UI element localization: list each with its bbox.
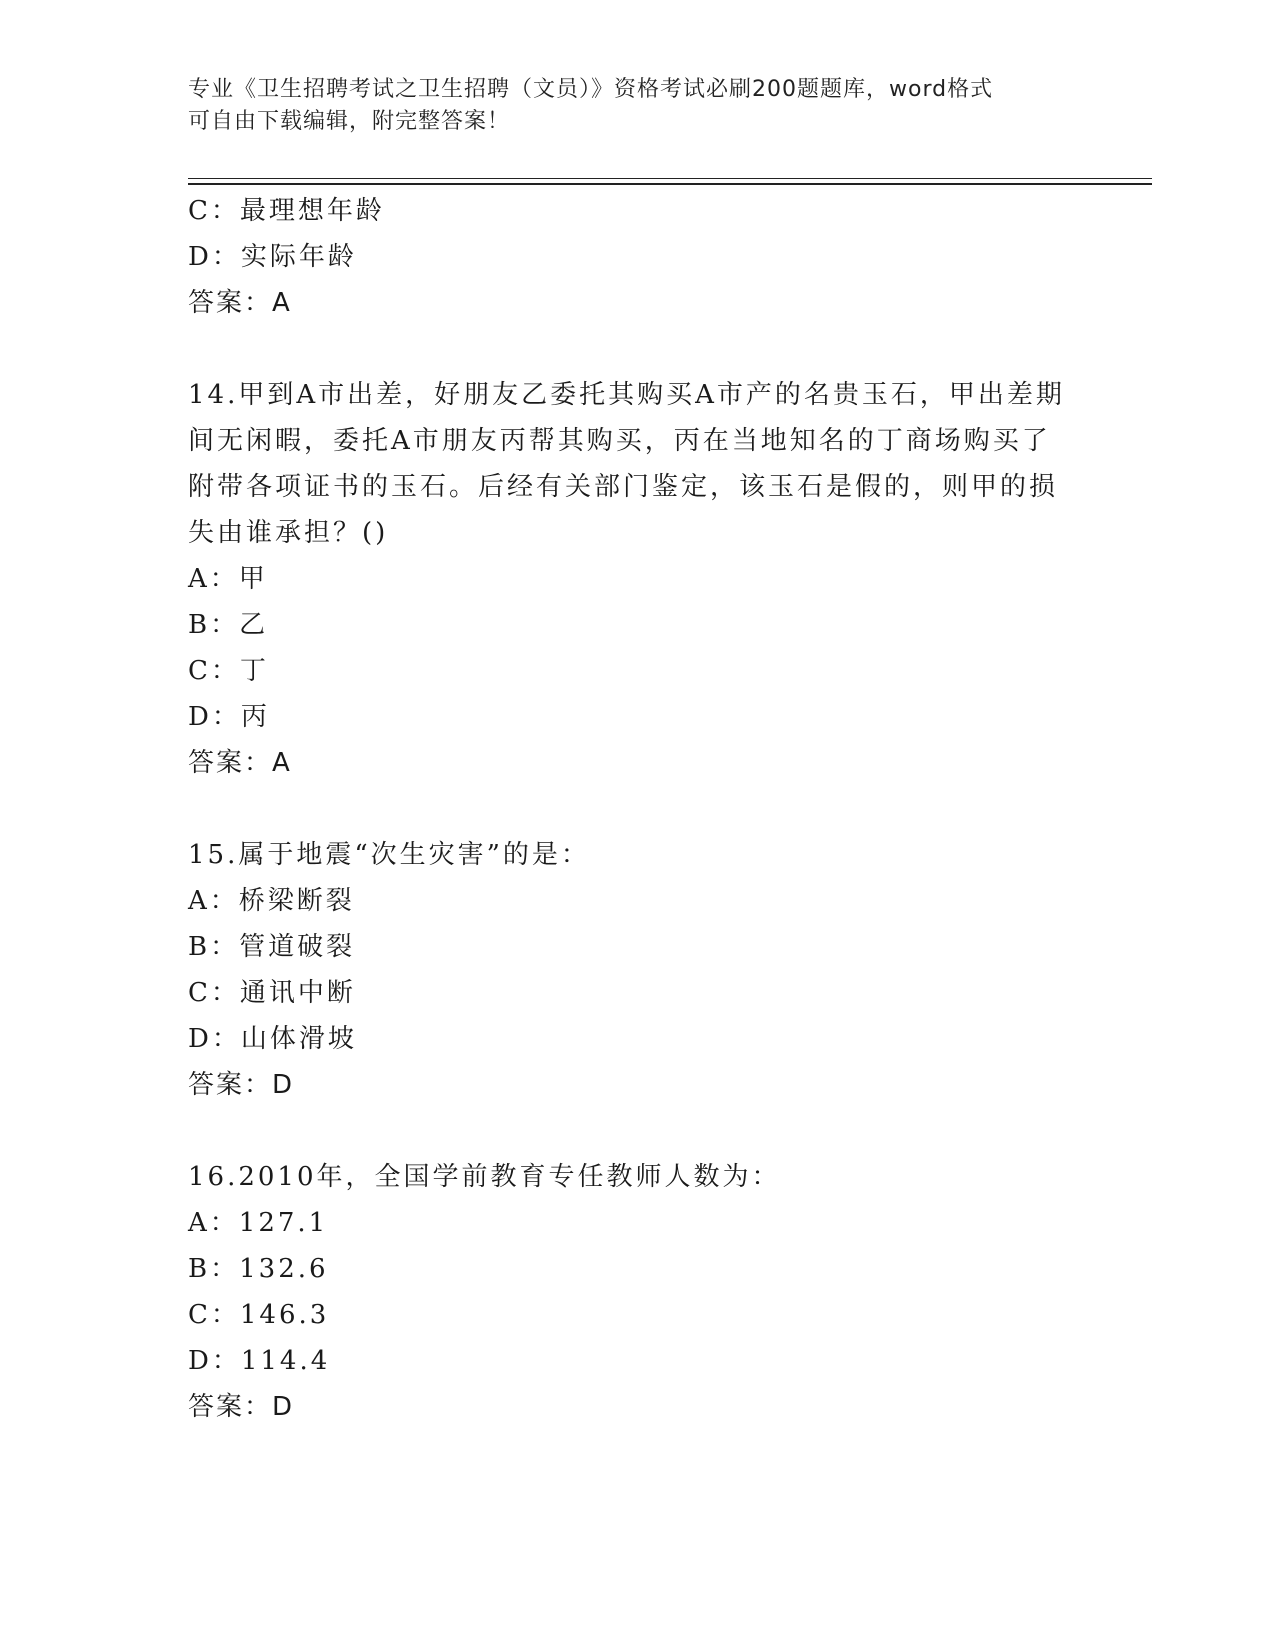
header-line-1: 专业《卫生招聘考试之卫生招聘（文员）》资格考试必刷200题题库，word格式 (188, 77, 994, 102)
option-b: B：132.6 (188, 1254, 329, 1284)
option-a: A：127.1 (188, 1208, 329, 1238)
stem-line: 14.甲到A市出差，好朋友乙委托其购买A市产的名贵玉石，甲出差期 (188, 380, 1065, 410)
question-13-tail (188, 188, 1088, 326)
stem-line: 附带各项证书的玉石。后经有关部门鉴定，该玉石是假的，则甲的损 (188, 472, 1059, 502)
option-d: D：丙 (188, 702, 270, 732)
question-14 (188, 372, 1088, 786)
option-b: B：乙 (188, 610, 269, 640)
answer-line: 答案：D (188, 1070, 295, 1100)
question-15 (188, 832, 1088, 1108)
option-a: A：桥梁断裂 (188, 886, 355, 916)
option-c: C：通讯中断 (188, 978, 356, 1008)
document-body (188, 188, 1088, 1430)
document-header (188, 74, 1078, 138)
option-d: D：实际年龄 (188, 242, 357, 272)
question-16 (188, 1154, 1088, 1430)
option-b: B：管道破裂 (188, 932, 356, 962)
header-line-2: 可自由下载编辑，附完整答案！ (188, 109, 511, 134)
answer-line: 答案：D (188, 1392, 295, 1422)
answer-line: 答案：A (188, 748, 292, 778)
option-c: C：146.3 (188, 1300, 330, 1330)
header-rule-thin (188, 178, 1152, 179)
question-stem (188, 372, 1068, 556)
option-c: C：丁 (188, 656, 269, 686)
option-a: A：甲 (188, 564, 268, 594)
answer-line: 答案：A (188, 288, 292, 318)
stem-line: 失由谁承担？() (188, 518, 389, 548)
question-stem: 16.2010年，全国学前教育专任教师人数为： (188, 1162, 781, 1192)
option-d: D：山体滑坡 (188, 1024, 357, 1054)
question-stem: 15.属于地震“次生灾害”的是： (188, 840, 590, 870)
option-d: D：114.4 (188, 1346, 331, 1376)
stem-line: 间无闲暇，委托A市朋友丙帮其购买，丙在当地知名的丁商场购买了 (188, 426, 1051, 456)
header-rule-thick (188, 183, 1152, 185)
option-c: C：最理想年龄 (188, 196, 385, 226)
